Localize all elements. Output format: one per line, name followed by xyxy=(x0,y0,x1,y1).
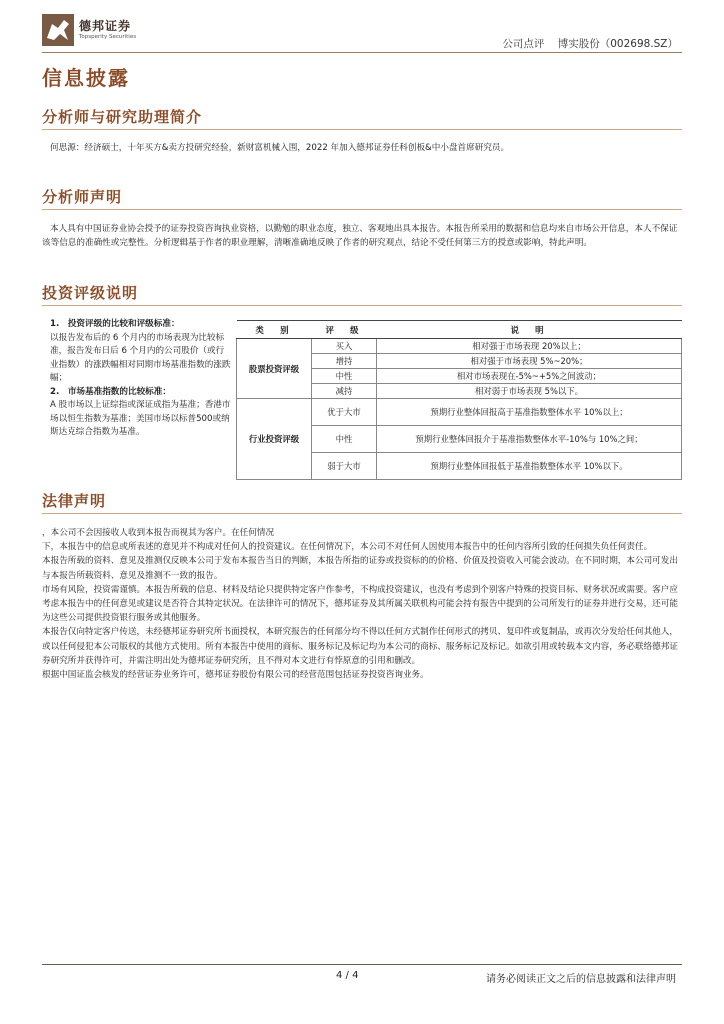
legal-text xyxy=(42,526,682,682)
rating-criteria xyxy=(50,318,232,440)
logo-name-cn: 德邦证券 xyxy=(79,19,132,33)
grade-cell: 中性 xyxy=(312,426,377,453)
page-title: 信息披露 xyxy=(42,66,130,90)
analyst-statement-heading: 分析师声明 xyxy=(42,188,123,206)
criteria-2-text: A 股市场以上证综指或深证成指为基准；香港市场以恒生指数为基准；美国市场以标普500或纳斯达克综合指数为基准。 xyxy=(50,400,231,437)
logo-name-en: Topsperity Securities xyxy=(79,34,137,40)
legal-paragraph: 下，本报告中的信息或所表述的意见并不构成对任何人的投资建议。在任何情况下，本公司不对任何人因使用本报告中的任何内容所引致的任何损失负任何责任。 xyxy=(42,542,653,553)
page-number: 4 / 4 xyxy=(336,970,359,981)
footer-divider xyxy=(42,964,682,965)
description-cell: 相对强于市场表现 20%以上； xyxy=(377,339,682,354)
analyst-intro-heading: 分析师与研究助理简介 xyxy=(42,108,203,126)
description-cell: 相对市场表现在-5%~+5%之间波动； xyxy=(377,369,682,384)
section-divider xyxy=(42,209,682,210)
section-divider xyxy=(42,305,682,306)
footer-disclaimer: 请务必阅读正文之后的信息披露和法律声明 xyxy=(486,974,676,985)
analyst-statement-text xyxy=(42,222,682,250)
legal-heading: 法律声明 xyxy=(42,492,107,510)
criteria-1-text: 以报告发布后的 6 个月内的市场表现为比较标准，报告发布日后 6 个月内的公司股价（或行业指数）的涨跌幅相对同期市场基准指数的涨跌幅； xyxy=(50,332,231,383)
grade-cell: 买入 xyxy=(312,339,377,354)
description-cell: 相对强于市场表现 5%~20%； xyxy=(377,354,682,369)
company-name: 博实股份（002698.SZ） xyxy=(557,38,678,50)
industry-rating-category: 行业投资评级 xyxy=(237,399,312,480)
grade-cell: 中性 xyxy=(312,369,377,384)
logo-mark-icon xyxy=(42,14,74,46)
stock-rating-category: 股票投资评级 xyxy=(237,339,312,399)
legal-paragraph: 本报告仅向特定客户传送，未经德邦证券研究所书面授权，本研究报告的任何部分均不得以任何方式制作任何形式的拷贝、复印件或复制品，或再次分发给任何其他人，或以任何侵犯本公司版权的其他方式使用。所有本报告中使用的商标、服务标记及标记均为本公司的商标、服务标记及标记。如欲引用或转载本文内容，务必联络德邦证券研究所并获得许可，并需注明出处为德邦证券研究所，且不得对本文进行有悖原意的引用和删改。 xyxy=(42,627,678,666)
description-cell: 相对弱于市场表现 5%以下。 xyxy=(377,384,682,399)
section-divider xyxy=(42,129,682,130)
table-row xyxy=(237,399,682,426)
rating-heading: 投资评级说明 xyxy=(42,284,139,302)
description-cell: 预期行业整体回报介于基准指数整体水平-10%与 10%之间； xyxy=(377,426,682,453)
criteria-2-title: 2. 市场基准指数的比较标准： xyxy=(50,386,171,397)
header-category: 类 别 xyxy=(237,321,312,339)
report-header-info xyxy=(502,36,678,51)
rating-table xyxy=(236,320,682,480)
legal-paragraph: ，本公司不会因接收人收到本报告而视其为客户。在任何情况 xyxy=(42,528,275,538)
analyst-intro-paragraph: 何思源：经济硕士，十年买方&卖方投研究经验，新财富机械入围，2022 年加入德邦证券任科创板&中小盘首席研究员。 xyxy=(50,143,510,153)
grade-cell: 增持 xyxy=(312,354,377,369)
header-description: 说 明 xyxy=(377,321,682,339)
table-row xyxy=(237,339,682,354)
description-cell: 预期行业整体回报高于基准指数整体水平 10%以上； xyxy=(377,399,682,426)
grade-cell: 优于大市 xyxy=(312,399,377,426)
company-logo xyxy=(42,14,162,46)
grade-cell: 弱于大市 xyxy=(312,453,377,480)
criteria-1-title: 1. 投资评级的比较和评级标准： xyxy=(50,319,180,329)
analyst-statement-paragraph: 本人具有中国证券业协会授予的证券投资咨询执业资格，以勤勉的职业态度，独立、客观地出具本报告。本报告所采用的数据和信息均来自市场公开信息，本人不保证该等信息的准确性或完整性。分析逻辑基于作者的职业理解，清晰准确地反映了作者的研究观点，结论不受任何第三方的授意或影响，特此声明。 xyxy=(42,224,678,249)
legal-paragraph: 市场有风险，投资需谨慎。本报告所载的信息、材料及结论只提供特定客户作参考，不构成投资建议，也没有考虑到个别客户特殊的投资目标、财务状况或需要。客户应考虑本报告中的任何意见或建议是否符合其特定状况。在法律许可的情况下，德邦证券及其所属关联机构可能会持有报告中提到的公司所发行的证券并进行交易，还可能为这些公司提供投资银行服务或其他服务。 xyxy=(42,584,678,624)
rating-table-header xyxy=(237,321,682,339)
grade-cell: 减持 xyxy=(312,384,377,399)
section-divider xyxy=(42,513,682,514)
analyst-intro-text xyxy=(42,141,682,155)
header-divider xyxy=(42,52,682,53)
header-grade: 评 级 xyxy=(312,321,377,339)
legal-paragraph: 根据中国证监会核发的经营证券业务许可，德邦证券股份有限公司的经营范围包括证券投资咨询业务。 xyxy=(42,670,429,681)
report-type: 公司点评 xyxy=(502,38,545,50)
description-cell: 预期行业整体回报低于基准指数整体水平 10%以下。 xyxy=(377,453,682,480)
legal-paragraph: 本报告所载的资料、意见及推测仅反映本公司于发布本报告当日的判断，本报告所指的证券或投资标的的价格、价值及投资收入可能会波动。在不同时期，本公司可发出与本报告所载资料、意见及推测不一致的报告。 xyxy=(42,556,678,581)
